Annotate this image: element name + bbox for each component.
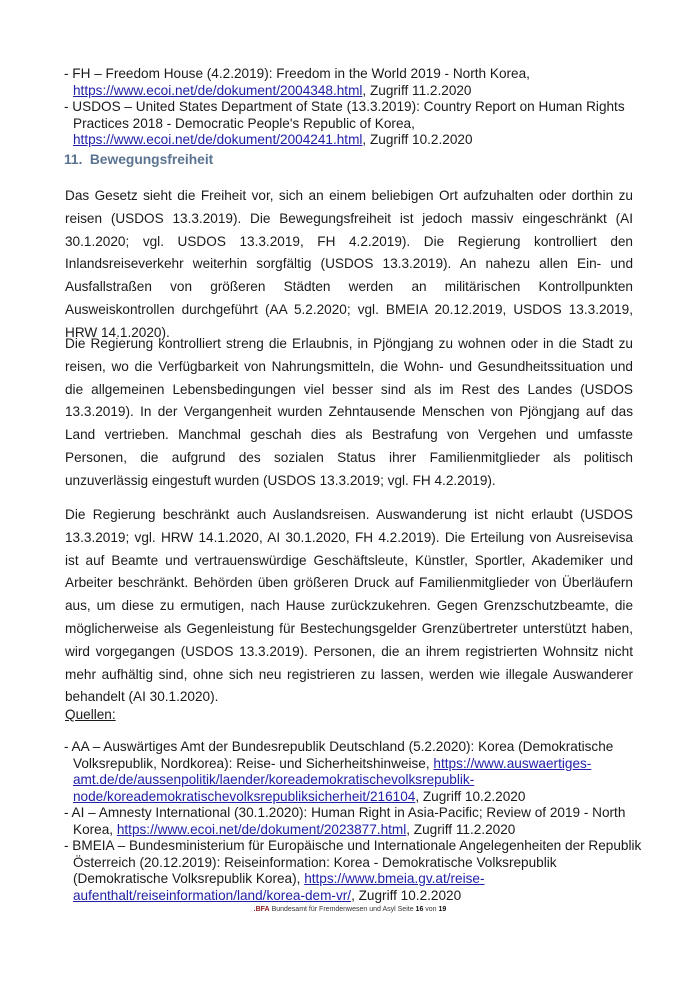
section-number: 11. xyxy=(64,152,83,167)
previous-sources-list xyxy=(64,66,644,149)
section-heading xyxy=(64,152,213,167)
source-item-usdos: - USDOS – United States Department of State (13.3.2019): Country Report on Human Rights Practices 2018 - Democratic People's Republic of Korea, https://www.ecoi.net/de/dokument/2004241.html, Zugriff 10.2.2020 xyxy=(64,99,625,147)
source-item-bmeia: - BMEIA – Bundesministerium für Europäische und Internationale Angelegenheiten der Republik Österreich (20.12.2019): Reiseinformation: Korea - Demokratische Volksrepublik (Demokratische Volksrepublik Korea), https://www.bmeia.gv.at/reise-aufenthalt/reiseinformation/land/korea-dem-vr/, Zugriff 10.2.2020 xyxy=(64,838,642,903)
paragraph-1: Das Gesetz sieht die Freiheit vor, sich an einem beliebigen Ort aufzuhalten oder dorthin zu reisen (USDOS 13.3.2019). Die Bewegungsfreiheit ist jedoch massiv eingeschränkt (AI 30.1.2020; vgl. USDOS 13.3.2019, FH 4.2.2019). Die Regierung kontrolliert den Inlandsreiseverkehr weiterhin sorgfältig (USDOS 13.3.2019). An nahezu allen Ein- und Ausfallstraßen von größeren Städten werden an militärischen Kontrollpunkten Ausweiskontrollen durchgeführt (AA 5.2.2020; vgl. BMEIA 20.12.2019, USDOS 13.3.2019, HRW 14.1.2020). xyxy=(65,188,633,340)
paragraph-3: Die Regierung beschränkt auch Auslandsreisen. Auswanderung ist nicht erlaubt (USDOS 13.3.2019; vgl. HRW 14.1.2020, AI 30.1.2020, FH 4.2.2019). Die Erteilung von Ausreisevisa ist auf Beamte und vertrauenswürdige Geschäftsleute, Künstler, Sportler, Akademiker und Arbeiter beschränkt. Behörden üben größeren Druck auf Familienmitglieder von Überläufern aus, um diese zu ermutigen, nach Hause zurückzukehren. Gegen Grenzschutzbeamte, die möglicherweise als Gegenleistung für Bestechungsgelder Grenzübertreter unterstützt haben, wird vorgegangen (USDOS 13.3.2019). Personen, die an ihrem registrierten Wohnsitz nicht mehr aufhältig sind, ohne sich neu registrieren zu lassen, werden wie illegale Auswanderer behandelt (AI 30.1.2020). xyxy=(65,507,633,705)
source-item-aa: - AA – Auswärtiges Amt der Bundesrepublik Deutschland (5.2.2020): Korea (Demokratische Volksrepublik, Nordkorea): Reise- und Sicherheitshinweise, https://www.auswaertiges-amt.de/de/aussenpolitik/laender/koreademokratischevolksrepublik-node/koreademokratischevolksrepubliksicherheit/216104, Zugriff 10.2.2020 xyxy=(64,739,614,804)
page-current: 16 xyxy=(415,906,424,913)
page-footer: .BFA Bundesamt für Fremdenwesen und Asyl Seite 16 von 19 xyxy=(253,906,447,913)
section-title: Bewegungsfreiheit xyxy=(89,152,214,167)
sources-list xyxy=(64,739,644,904)
footer-org: Bundesamt für Fremdenwesen und Asyl Seite xyxy=(269,906,416,913)
source-link-bmeia[interactable]: https://www.bmeia.gv.at/reise-aufenthalt/reiseinformation/land/korea-dem-vr/ xyxy=(73,871,485,903)
source-link-fh[interactable]: https://www.ecoi.net/de/dokument/2004348.html xyxy=(73,82,363,98)
source-item-fh: - FH – Freedom House (4.2.2019): Freedom in the World 2019 - North Korea, https://www.ecoi.net/de/dokument/2004348.html, Zugriff 11.2.2020 xyxy=(64,66,530,98)
source-link-usdos[interactable]: https://www.ecoi.net/de/dokument/2004241.html xyxy=(73,132,363,147)
sources-label: Quellen: xyxy=(65,707,116,722)
source-link-ai[interactable]: https://www.ecoi.net/de/dokument/2023877.html xyxy=(116,821,407,837)
source-item-ai: - AI – Amnesty International (30.1.2020): Human Right in Asia-Pacific; Review of 2019 - North Korea, https://www.ecoi.net/de/dokument/2023877.html, Zugriff 11.2.2020 xyxy=(64,805,626,837)
source-link-aa[interactable]: https://www.auswaertiges-amt.de/de/aussenpolitik/laender/koreademokratischevolksrepublik-node/koreademokratischevolksrepubliksicherheit/216104 xyxy=(73,755,592,804)
paragraph-2: Die Regierung kontrolliert streng die Erlaubnis, in Pjöngjang zu wohnen oder in die Stadt zu reisen, wo die Verfügbarkeit von Nahrungsmitteln, die Wohn- und Gesundheitssituation und die allgemeinen Lebensbedingungen viel besser sind als im Rest des Landes (USDOS 13.3.2019). In der Vergangenheit wurden Zehntausende Menschen von Pjöngjang auf das Land vertrieben. Manchmal geschah dies als Bestrafung von Vergehen und umfasste Personen, die aufgrund des sozialen Status ihrer Familienmitglieder als politisch unzuverlässig eingestuft wurden (USDOS 13.3.2019; vgl. FH 4.2.2019). xyxy=(65,336,633,488)
page-total: 19 xyxy=(438,906,447,913)
bfa-logo-text: .BFA xyxy=(253,906,270,913)
